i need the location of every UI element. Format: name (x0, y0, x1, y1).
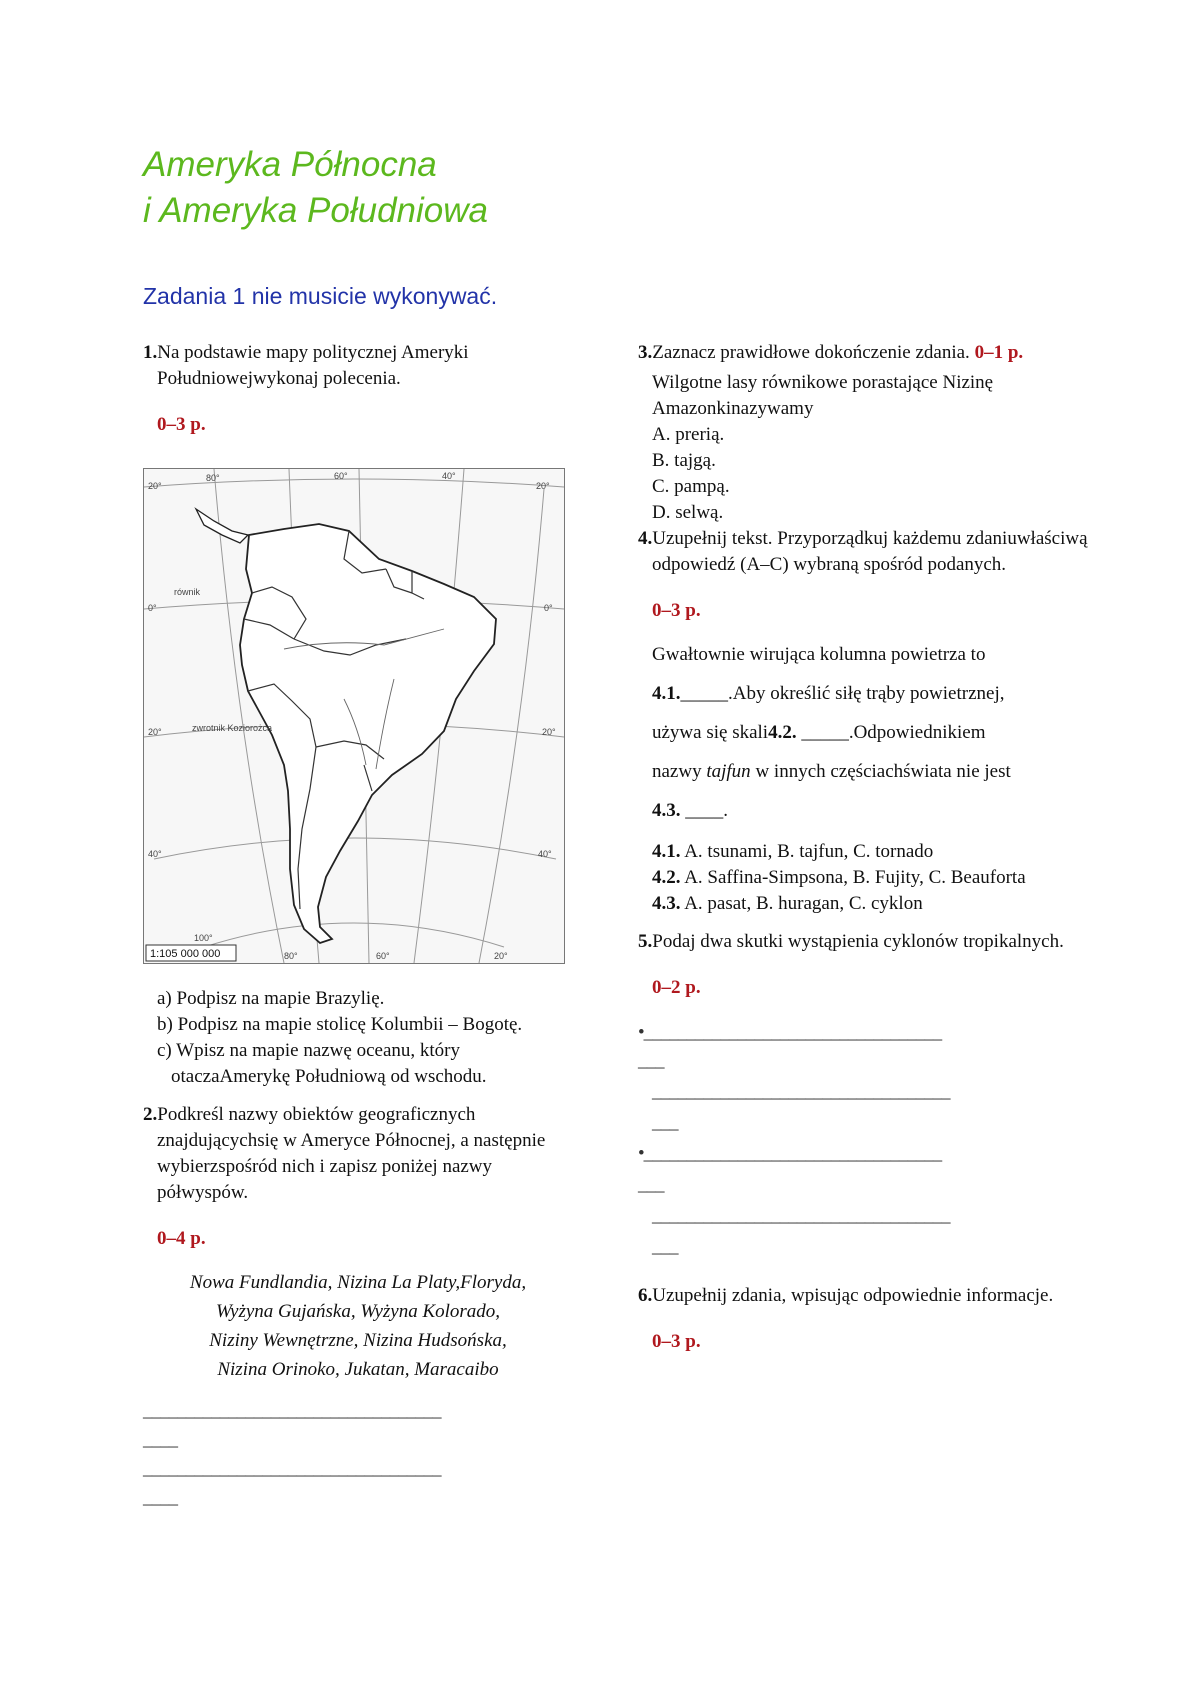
task-2-objects-line[interactable]: Nowa Fundlandia, Nizina La Platy,Floryda, (189, 1272, 527, 1293)
map-label: 40° (538, 849, 552, 859)
task-2-object-list (143, 1268, 573, 1297)
right-column (638, 340, 1098, 1371)
answer-line[interactable]: ___ (638, 1050, 664, 1071)
task-4-line-2-text: _____.Aby określić siłę trąby powietrznej, (680, 683, 1005, 704)
task-4-points: 0–3 p. (652, 600, 701, 621)
option-text: A. Saffina-Simpsona, B. Fujity, C. Beaufortа (680, 867, 1026, 888)
map-label: zwrotnik Koziorożca (192, 723, 273, 733)
task-6-number: 6. (638, 1285, 653, 1306)
task-2-objects-line[interactable]: Wyżyna Gujańska, Wyżyna Kolorado, (215, 1301, 501, 1322)
task-2-answer-area[interactable] (143, 1394, 573, 1510)
task-4-text-line-5[interactable] (652, 796, 1098, 825)
task-3-option-d[interactable]: D. selwą. (652, 502, 724, 523)
task-4-option-1[interactable] (652, 839, 1098, 865)
task-4-italic-word: tajfun (706, 761, 751, 782)
answer-line[interactable]: ___________________________________ (143, 1400, 441, 1421)
title-line-1: Ameryka Północna (143, 145, 437, 184)
task-2-instruction (143, 1102, 573, 1206)
answer-line[interactable]: ___________________________________ (143, 1458, 441, 1479)
answer-line[interactable]: ___________________________________ (652, 1205, 950, 1226)
task-1-number: 1. (143, 342, 158, 363)
map-label: równik (174, 587, 201, 597)
map-label: 100° (194, 933, 213, 943)
task-6-instruction (638, 1283, 1098, 1309)
task-4-line-4-rest: w innych częściachświata nie jest (750, 761, 1011, 782)
task-4-line-3-rest: _____.Odpowiednikiem (796, 722, 986, 743)
task-2-number: 2. (143, 1104, 158, 1125)
task-6-text: Uzupełnij zdania, wpisując odpowiednie informacje. (652, 1285, 1054, 1306)
task-3-number: 3. (638, 342, 653, 363)
task-6-points: 0–3 p. (652, 1331, 701, 1352)
answer-line[interactable]: ___ (638, 1174, 664, 1195)
map-scale: 1:105 000 000 (150, 948, 221, 960)
map-label: 20° (494, 951, 508, 961)
answer-line[interactable]: •___________________________________ (638, 1022, 942, 1043)
task-1-instruction (143, 340, 573, 392)
map-label: 20° (148, 481, 162, 491)
map-label: 80° (206, 473, 220, 483)
task-1-item-c: c) Wpisz na mapie nazwę oceanu, który otaczaAmerykę Południową od wschodu. (157, 1040, 487, 1087)
task-5-instruction (638, 929, 1098, 955)
task-2-text: Podkreśl nazwy obiektów geograficznych znajdującychsię w Ameryce Północnej, a następnie wybierzspośród nich i zapisz poniżej nazwy półwyspów. (157, 1104, 546, 1203)
task-4-instruction (638, 526, 1098, 578)
answer-line[interactable]: ___ (652, 1236, 678, 1257)
task-2-objects-line[interactable]: Niziny Wewnętrzne, Nizina Hudsońska, (209, 1330, 507, 1351)
task-3-instruction (638, 340, 1098, 366)
task-4-line-4-text: nazwy (652, 761, 707, 782)
map-label: 0° (148, 603, 157, 613)
task-3-stem: Wilgotne lasy równikowe porastające Nizinę Amazonkinazywamy (652, 372, 994, 419)
answer-line[interactable]: ___ (652, 1112, 678, 1133)
task-5-text: Podaj dwa skutki wystąpienia cyklonów tropikalnych. (652, 931, 1064, 952)
map-label: 20° (542, 727, 556, 737)
answer-line[interactable]: ____ (143, 1487, 177, 1508)
map-label: 80° (284, 951, 298, 961)
option-number: 4.1. (652, 841, 681, 862)
page-subtitle: Zadania 1 nie musicie wykonywać. (143, 283, 498, 309)
task-3-option-c[interactable]: C. pampą. (652, 476, 730, 497)
map-label: 60° (376, 951, 390, 961)
page-title (143, 142, 488, 234)
map-label: 20° (148, 727, 162, 737)
answer-line[interactable]: •___________________________________ (638, 1143, 942, 1164)
option-text: A. pasat, B. huragan, C. cyklon (680, 893, 923, 914)
map-label: 0° (544, 603, 553, 613)
map-label: 40° (442, 471, 456, 481)
option-number: 4.2. (652, 867, 681, 888)
left-column (143, 340, 573, 1510)
task-4-line-1-text: Gwałtownie wirująca kolumna powietrza to (652, 644, 986, 665)
task-5-points: 0–2 p. (652, 977, 701, 998)
task-4-text-line-1 (652, 640, 1098, 669)
task-4-number: 4. (638, 528, 653, 549)
task-4-option-2[interactable] (652, 865, 1098, 891)
answer-line[interactable]: ___________________________________ (652, 1081, 950, 1102)
title-line-2: i Ameryka Południowa (143, 191, 488, 230)
task-4-text-line-4 (652, 757, 1098, 786)
map-label: 40° (148, 849, 162, 859)
task-3-option-b[interactable]: B. tajgą. (652, 450, 716, 471)
task-4-line-5-text: ____. (680, 800, 728, 821)
task-4-text-line-2[interactable] (652, 679, 1098, 708)
option-number: 4.3. (652, 893, 681, 914)
map-label: 20° (536, 481, 550, 491)
task-4-option-3[interactable] (652, 891, 1098, 917)
task-4-line-3-text: używa się skali (652, 722, 769, 743)
task-3-text: Zaznacz prawidłowe dokończenie zdania. (652, 342, 970, 363)
task-4-text: Uzupełnij tekst. Przyporządkuj każdemu zdaniuwłaściwą odpowiedź (A–C) wybraną spośród podanych. (652, 528, 1088, 575)
gap-number: 4.2. (768, 722, 797, 743)
option-text: A. tsunami, B. tajfun, C. tornado (680, 841, 934, 862)
task-2-objects-line[interactable]: Nizina Orinoko, Jukatan, Maracaibo (217, 1359, 499, 1380)
gap-number: 4.3. (652, 800, 681, 821)
task-3-points: 0–1 p. (974, 342, 1024, 363)
gap-number: 4.1. (652, 683, 681, 704)
task-4-text-line-3[interactable] (652, 718, 1098, 747)
answer-line[interactable]: ____ (143, 1429, 177, 1450)
task-1-text: Na podstawie mapy politycznej Ameryki Południowejwykonaj polecenia. (157, 342, 469, 389)
map-label: 60° (334, 471, 348, 481)
task-5-number: 5. (638, 931, 653, 952)
task-5-answer-area[interactable] (638, 1017, 1098, 1259)
task-2-points: 0–4 p. (157, 1228, 206, 1249)
task-1-item-b: b) Podpisz na mapie stolicę Kolumbii – Bogotę. (157, 1014, 523, 1035)
task-1-points: 0–3 p. (157, 414, 206, 435)
task-3-option-a[interactable]: A. prerią. (652, 424, 725, 445)
south-america-map[interactable] (143, 468, 565, 964)
task-1-item-a: a) Podpisz na mapie Brazylię. (157, 988, 385, 1009)
